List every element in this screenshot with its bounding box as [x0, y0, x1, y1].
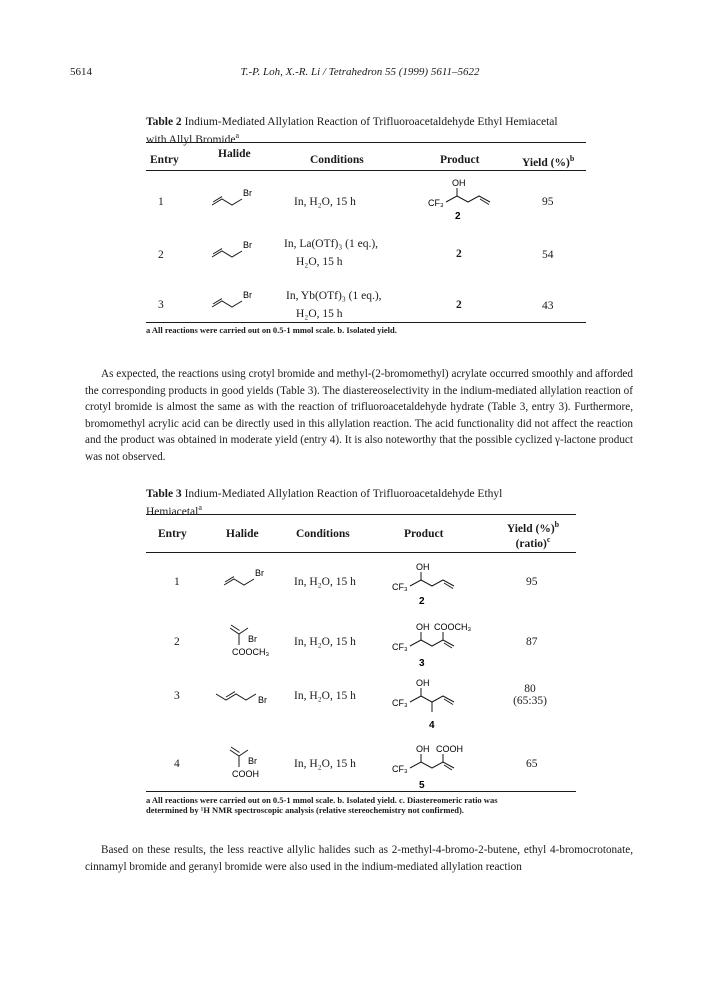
- svg-text:CF₃: CF₃: [392, 642, 408, 652]
- svg-text:Br: Br: [243, 188, 252, 198]
- table2-row2-conditions-line2: H₂O, 15 h: [296, 256, 343, 268]
- table2-label: Table 2: [146, 116, 182, 128]
- table2-bottom-rule: [146, 322, 586, 323]
- page-number: 5614: [70, 66, 92, 78]
- allyl-bromide-structure: [210, 184, 270, 210]
- svg-text:OH: OH: [452, 178, 466, 188]
- table3-row4-entry: 4: [174, 758, 180, 770]
- svg-text:OH: OH: [416, 744, 430, 754]
- table3-header-rule: [146, 552, 576, 553]
- svg-text:5: 5: [419, 780, 425, 791]
- table2-row2-conditions-line1: In, La(OTf)₃ (1 eq.),: [284, 238, 379, 250]
- svg-text:OH: OH: [416, 678, 430, 688]
- table3-header-product: Product: [404, 528, 444, 540]
- table3-row1-conditions: In, H₂O, 15 h: [294, 576, 356, 588]
- table3-caption-sup: a: [198, 503, 202, 512]
- svg-text:Br: Br: [243, 240, 252, 250]
- svg-text:Br: Br: [248, 634, 257, 644]
- svg-text:2: 2: [455, 211, 461, 222]
- table3-caption-line1: Indium-Mediated Allylation Reaction of Trifluoroacetaldehyde Ethyl: [184, 488, 503, 500]
- table2-row1-conditions: In, H₂O, 15 h: [294, 196, 356, 208]
- svg-text:Br: Br: [243, 290, 252, 300]
- svg-text:Br: Br: [258, 695, 267, 705]
- table2-header-halide: Halide: [218, 148, 251, 160]
- table3-row4-conditions: In, H₂O, 15 h: [294, 758, 356, 770]
- table2-row2-entry: 2: [158, 249, 164, 261]
- table2-row3-entry: 3: [158, 299, 164, 311]
- methyl-bromomethyl-acrylate-structure: [222, 620, 292, 666]
- table2-header-conditions: Conditions: [310, 154, 364, 166]
- table3-label: Table 3: [146, 488, 182, 500]
- table3-row2-yield: 87: [526, 636, 538, 648]
- table2-caption-sup: a: [235, 131, 240, 140]
- svg-text:Br: Br: [248, 756, 257, 766]
- table2-caption-line2: with Allyl Bromide: [146, 133, 236, 146]
- svg-text:2: 2: [419, 596, 425, 607]
- table2-top-rule: [146, 142, 586, 143]
- svg-text:CF₃: CF₃: [428, 198, 444, 208]
- table3-row4-yield: 65: [526, 758, 538, 770]
- table3-header-conditions: Conditions: [296, 528, 350, 540]
- svg-text:CF₃: CF₃: [392, 582, 408, 592]
- product-3-structure: [388, 620, 488, 672]
- table2-header-rule: [146, 170, 586, 171]
- body-paragraph-2: Based on these results, the less reactive allylic halides such as 2-methyl-4-bromo-2-butene, ethyl 4-bromocrotonate, cinnamyl bromide and geranyl bromide were also used in the indium-mediated allylation reaction: [85, 844, 633, 873]
- table2-header-entry: Entry: [150, 154, 179, 166]
- svg-text:OH: OH: [416, 562, 430, 572]
- table2-row3-yield: 43: [542, 300, 554, 312]
- table3-header-entry: Entry: [158, 528, 187, 540]
- table3-row3-conditions: In, H₂O, 15 h: [294, 690, 356, 702]
- crotyl-bromide-structure: [214, 680, 284, 706]
- svg-text:COOH: COOH: [232, 769, 259, 779]
- table3-footnote: a All reactions were carried out on 0.5-1 mmol scale. b. Isolated yield. c. Diastereomeric ratio was determined by ¹H NMR spectroscopic analysis (relative stereochemistry not confirmed).: [146, 795, 498, 815]
- allyl-bromide-structure: [222, 564, 282, 590]
- table3-row3-yield: 80 (65:35): [513, 683, 547, 707]
- svg-text:COOCH₃: COOCH₃: [232, 647, 270, 657]
- table2-header-yield: Yield (%)$^b$: [522, 154, 575, 169]
- svg-text:3: 3: [419, 658, 425, 669]
- running-citation: T.-P. Loh, X.-R. Li / Tetrahedron 55 (1999) 5611–5622: [240, 66, 480, 78]
- allyl-bromide-structure: [210, 286, 270, 312]
- table3-caption-line2: Hemiacetal: [146, 505, 199, 518]
- table2-row2-product: 2: [456, 248, 462, 260]
- svg-text:COOCH₃: COOCH₃: [434, 622, 472, 632]
- table2-row1-entry: 1: [158, 196, 164, 208]
- svg-text:CF₃: CF₃: [392, 698, 408, 708]
- table3-row2-conditions: In, H₂O, 15 h: [294, 636, 356, 648]
- table2-row3-conditions-line2: H₂O, 15 h: [296, 308, 343, 320]
- table2-row3-product: 2: [456, 299, 462, 311]
- svg-text:COOH: COOH: [436, 744, 463, 754]
- table2-footnote: a All reactions were carried out on 0.5-1 mmol scale. b. Isolated yield.: [146, 325, 397, 335]
- table3-row1-yield: 95: [526, 576, 538, 588]
- svg-text:OH: OH: [416, 622, 430, 632]
- table2-row2-yield: 54: [542, 249, 554, 261]
- table3-bottom-rule: [146, 791, 576, 792]
- product-4-structure: [388, 676, 468, 732]
- table2-header-product: Product: [440, 154, 480, 166]
- product-2-structure: [424, 176, 504, 226]
- bromomethyl-acrylic-acid-structure: [222, 742, 292, 788]
- table3-row3-ratio: (65:35): [513, 695, 547, 707]
- table2-caption-line1: Indium-Mediated Allylation Reaction of Trifluoroacetaldehyde Ethyl Hemiacetal: [184, 116, 558, 128]
- body-paragraph-1: As expected, the reactions using crotyl bromide and methyl-(2-bromomethyl) acrylate occurred smoothly and afforded the corresponding products in good yields (Table 3). The diastereoselectivity in the indium-mediated allylation reaction of crotyl bromide is almost the same as with the reaction of trifluoroacetaldehyde hydrate (Table 3, entry 3). Furthermore, bromomethyl acrylic acid can be directly used in this allylation reaction. The acid functionality did not affect the reaction and the product was obtained in moderate yield (entry 4). It is also noteworthy that the possible cyclized γ-lactone product was not observed.: [85, 368, 633, 463]
- svg-text:4: 4: [429, 720, 435, 731]
- table3-row1-entry: 1: [174, 576, 180, 588]
- table2-row3-conditions-line1: In, Yb(OTf)₃ (1 eq.),: [286, 290, 382, 302]
- product-5-structure: [388, 742, 478, 794]
- table3-row3-entry: 3: [174, 690, 180, 702]
- table3-header-halide: Halide: [226, 528, 259, 540]
- table2-row1-yield: 95: [542, 196, 554, 208]
- table3-top-rule: [146, 514, 576, 515]
- product-2-structure: [388, 560, 468, 610]
- svg-text:CF₃: CF₃: [392, 764, 408, 774]
- table3-row2-entry: 2: [174, 636, 180, 648]
- table3-header-yield: Yield (%)$^b$ (ratio)$^c$: [506, 520, 560, 550]
- svg-text:Br: Br: [255, 568, 264, 578]
- allyl-bromide-structure: [210, 236, 270, 262]
